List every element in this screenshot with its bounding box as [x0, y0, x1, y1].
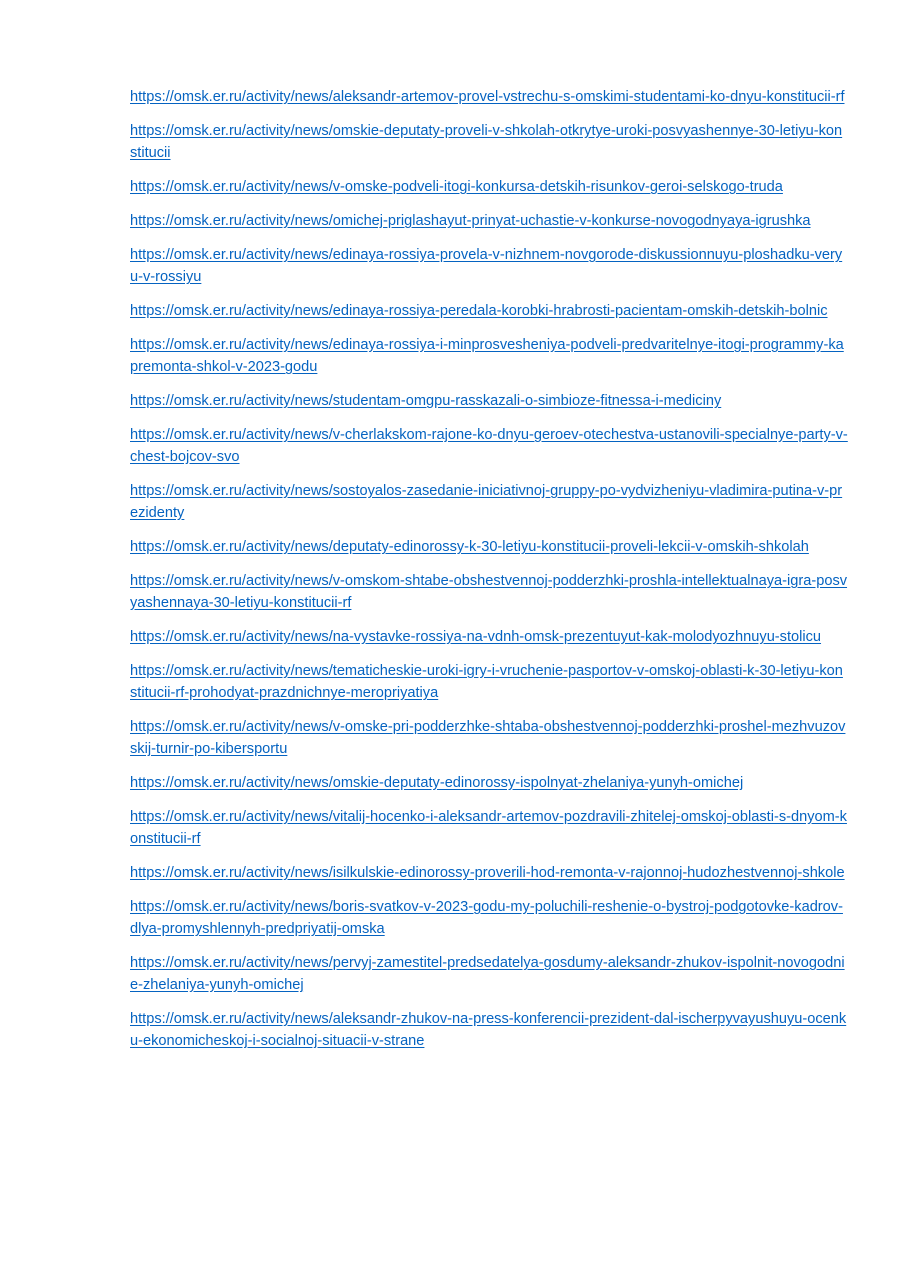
- news-link[interactable]: https://omsk.er.ru/activity/news/v-cherlakskom-rajone-ko-dnyu-geroev-otechestva-ustanovili-specialnye-party-v-chest-bojcov-svo: [130, 427, 848, 465]
- news-link[interactable]: https://omsk.er.ru/activity/news/sostoyalos-zasedanie-iniciativnoj-gruppy-po-vydvizheniyu-vladimira-putina-v-prezidenty: [130, 483, 843, 521]
- list-item: [130, 716, 848, 760]
- news-link[interactable]: https://omsk.er.ru/activity/news/omskie-deputaty-edinorossy-ispolnyat-zhelaniya-yunyh-omichej: [130, 775, 744, 791]
- news-link[interactable]: https://omsk.er.ru/activity/news/isilkulskie-edinorossy-proverili-hod-remonta-v-rajonnoj-hudozhestvennoj-shkole: [130, 865, 845, 881]
- list-item: [130, 480, 848, 524]
- list-item: [130, 390, 848, 412]
- list-item: [130, 536, 848, 558]
- list-item: [130, 424, 848, 468]
- news-link[interactable]: https://omsk.er.ru/activity/news/na-vystavke-rossiya-na-vdnh-omsk-prezentuyut-kak-molodyozhnuyu-stolicu: [130, 629, 822, 645]
- list-item: [130, 952, 848, 996]
- list-item: [130, 862, 848, 884]
- list-item: [130, 120, 848, 164]
- list-item: [130, 300, 848, 322]
- news-link[interactable]: https://omsk.er.ru/activity/news/studentam-omgpu-rasskazali-o-simbioze-fitnessa-i-mediciny: [130, 393, 722, 409]
- news-link[interactable]: https://omsk.er.ru/activity/news/v-omske-podveli-itogi-konkursa-detskih-risunkov-geroi-selskogo-truda: [130, 179, 783, 195]
- news-link[interactable]: https://omsk.er.ru/activity/news/boris-svatkov-v-2023-godu-my-poluchili-reshenie-o-bystroj-podgotovke-kadrov-dlya-promyshlennyh-predpriyatij-omska: [130, 899, 843, 937]
- list-item: [130, 660, 848, 704]
- news-link[interactable]: https://omsk.er.ru/activity/news/v-omske-pri-podderzhke-shtaba-obshestvennoj-podderzhki-proshel-mezhvuzovskij-turnir-po-kibersportu: [130, 719, 846, 757]
- list-item: [130, 570, 848, 614]
- news-link[interactable]: https://omsk.er.ru/activity/news/aleksandr-artemov-provel-vstrechu-s-omskimi-studentami-ko-dnyu-konstitucii-rf: [130, 89, 845, 105]
- news-link[interactable]: https://omsk.er.ru/activity/news/tematicheskie-uroki-igry-i-vruchenie-pasportov-v-omskoj-oblasti-k-30-letiyu-konstitucii-rf-prohodyat-prazdnichnye-meropriyatiya: [130, 663, 843, 701]
- list-item: [130, 806, 848, 850]
- news-link[interactable]: https://omsk.er.ru/activity/news/omskie-deputaty-proveli-v-shkolah-otkrytye-uroki-posvyashennye-30-letiyu-konstitucii: [130, 123, 843, 161]
- list-item: [130, 896, 848, 940]
- news-link[interactable]: https://omsk.er.ru/activity/news/v-omskom-shtabe-obshestvennoj-podderzhki-proshla-intellektualnaya-igra-posvyashennaya-30-letiyu-konstitucii-rf: [130, 573, 848, 611]
- list-item: [130, 244, 848, 288]
- news-link[interactable]: https://omsk.er.ru/activity/news/pervyj-zamestitel-predsedatelya-gosdumy-aleksandr-zhukov-ispolnit-novogodnie-zhelaniya-yunyh-omichej: [130, 955, 845, 993]
- list-item: [130, 626, 848, 648]
- list-item: [130, 86, 848, 108]
- list-item: [130, 210, 848, 232]
- news-link-list: [130, 86, 848, 1064]
- news-link[interactable]: https://omsk.er.ru/activity/news/edinaya-rossiya-peredala-korobki-hrabrosti-pacientam-omskih-detskih-bolnic: [130, 303, 828, 319]
- list-item: [130, 1008, 848, 1052]
- list-item: [130, 334, 848, 378]
- news-link[interactable]: https://omsk.er.ru/activity/news/deputaty-edinorossy-k-30-letiyu-konstitucii-proveli-lekcii-v-omskih-shkolah: [130, 539, 809, 555]
- news-link[interactable]: https://omsk.er.ru/activity/news/edinaya-rossiya-provela-v-nizhnem-novgorode-diskussionnuyu-ploshadku-veryu-v-rossiyu: [130, 247, 843, 285]
- list-item: [130, 176, 848, 198]
- news-link[interactable]: https://omsk.er.ru/activity/news/vitalij-hocenko-i-aleksandr-artemov-pozdravili-zhitelej-omskoj-oblasti-s-dnyom-konstitucii-rf: [130, 809, 847, 847]
- list-item: [130, 772, 848, 794]
- news-link[interactable]: https://omsk.er.ru/activity/news/aleksandr-zhukov-na-press-konferencii-prezident-dal-ischerpyvayushuyu-ocenku-ekonomicheskoj-i-socialnoj-situacii-v-strane: [130, 1011, 847, 1049]
- news-link[interactable]: https://omsk.er.ru/activity/news/omichej-priglashayut-prinyat-uchastie-v-konkurse-novogodnyaya-igrushka: [130, 213, 811, 229]
- news-link[interactable]: https://omsk.er.ru/activity/news/edinaya-rossiya-i-minprosvesheniya-podveli-predvaritelnye-itogi-programmy-kapremonta-shkol-v-2023-godu: [130, 337, 844, 375]
